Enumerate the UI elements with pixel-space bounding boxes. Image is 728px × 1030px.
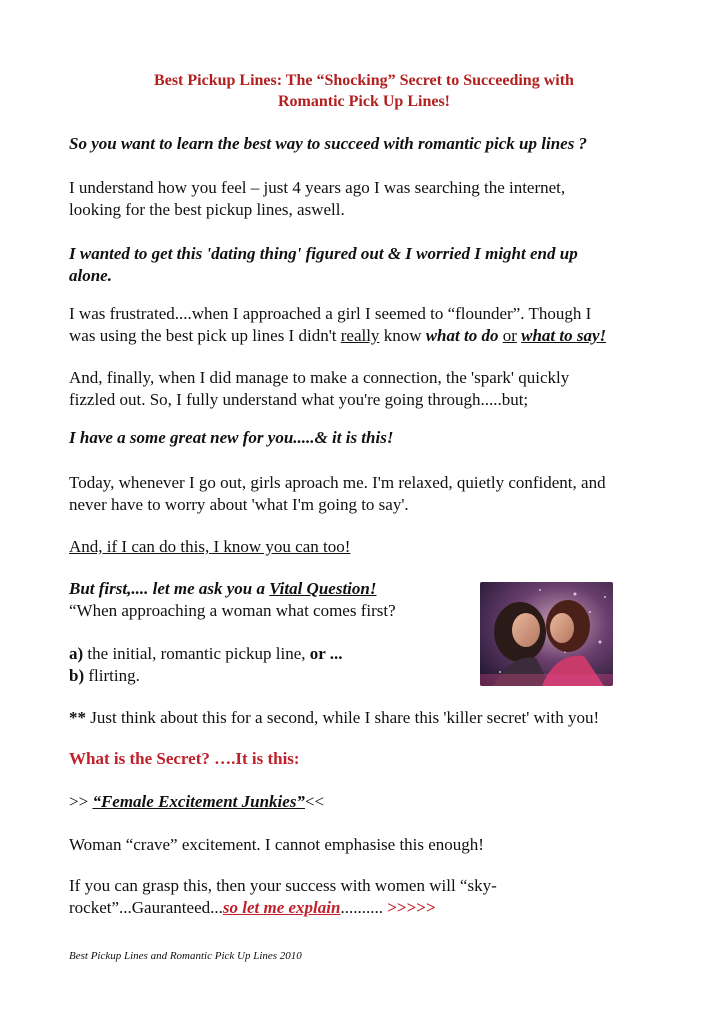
para-understand-line-1: I understand how you feel – just 4 years ago I was searching the internet, <box>69 178 566 197</box>
para-today-line-1: Today, whenever I go out, girls aproach me. I'm relaxed, quietly confident, and <box>69 473 606 492</box>
para-understand-line-2: looking for the best pickup lines, aswell. <box>69 200 345 219</box>
explain-link[interactable]: so let me explain <box>222 898 341 917</box>
vital-question-link[interactable]: Vital Question! <box>269 579 377 598</box>
document-title <box>69 70 659 112</box>
think-text: Just think about this for a second, while I share this 'killer secret' with you! <box>86 708 600 727</box>
para-finally-line-2: fizzled out. So, I fully understand what you're going through.....but; <box>69 390 529 409</box>
vital-question-text: “When approaching a woman what comes first? <box>69 601 396 620</box>
para-you-can: And, if I can do this, I know you can too! <box>69 537 351 556</box>
para-today <box>69 472 669 516</box>
para-think <box>69 707 669 729</box>
junkies-close: << <box>304 792 325 811</box>
or-underlined: or <box>502 326 517 345</box>
para-finally-line-1: And, finally, when I did manage to make a connection, the 'spark' quickly <box>69 368 570 387</box>
junkies-open: >> <box>69 792 93 811</box>
vital-lead: But first,.... let me ask you a <box>69 579 270 598</box>
option-b-label: b) <box>69 666 85 685</box>
option-a-label: a) <box>69 644 84 663</box>
junkies-text: “Female Excitement Junkies” <box>92 792 305 811</box>
secret-heading: What is the Secret? ….It is this: <box>69 749 300 768</box>
para-great-news: I have a some great new for you.....& it is this! <box>69 428 394 447</box>
para-wanted <box>69 243 669 287</box>
options-block <box>69 643 669 687</box>
option-a-or: or ... <box>309 644 343 663</box>
para-crave: Woman “crave” excitement. I cannot emphasise this enough! <box>69 835 484 854</box>
junkies-line <box>69 791 669 813</box>
grasp-arrows: >>>>> <box>382 898 436 917</box>
what-to-do: what to do <box>425 326 499 345</box>
para-finally <box>69 367 669 411</box>
para-frustrated-line-1: I was frustrated....when I approached a girl I seemed to “flounder”. Though I <box>69 304 592 323</box>
title-line-1: Best Pickup Lines: The “Shocking” Secret to Succeeding with <box>154 72 574 89</box>
option-a-text: the initial, romantic pickup line, <box>83 644 310 663</box>
grasp-dots: .......... <box>340 898 383 917</box>
para-understand <box>69 177 669 221</box>
title-line-2: Romantic Pick Up Lines! <box>278 93 450 110</box>
para-wanted-line-2: alone. <box>69 266 112 285</box>
para-frustrated-line-2b: know <box>379 326 426 345</box>
para-frustrated <box>69 303 669 347</box>
vital-question-block <box>69 578 469 622</box>
para-frustrated-line-2a: was using the best pick up lines I didn't <box>69 326 341 345</box>
para-grasp-line-2a: rocket”...Gauranteed... <box>69 898 223 917</box>
option-b-text: flirting. <box>84 666 140 685</box>
para-today-line-2: never have to worry about 'what I'm going to say'. <box>69 495 409 514</box>
intro-question: So you want to learn the best way to succeed with romantic pick up lines ? <box>69 134 588 153</box>
para-grasp-line-1: If you can grasp this, then your success with women will “sky- <box>69 876 497 895</box>
para-wanted-line-1: I wanted to get this 'dating thing' figured out & I worried I might end up <box>69 244 578 263</box>
think-stars: ** <box>69 708 86 727</box>
para-grasp <box>69 875 669 919</box>
what-to-say: what to say! <box>521 326 607 345</box>
page-footer: Best Pickup Lines and Romantic Pick Up Lines 2010 <box>69 950 302 962</box>
really-underlined: really <box>340 326 380 345</box>
